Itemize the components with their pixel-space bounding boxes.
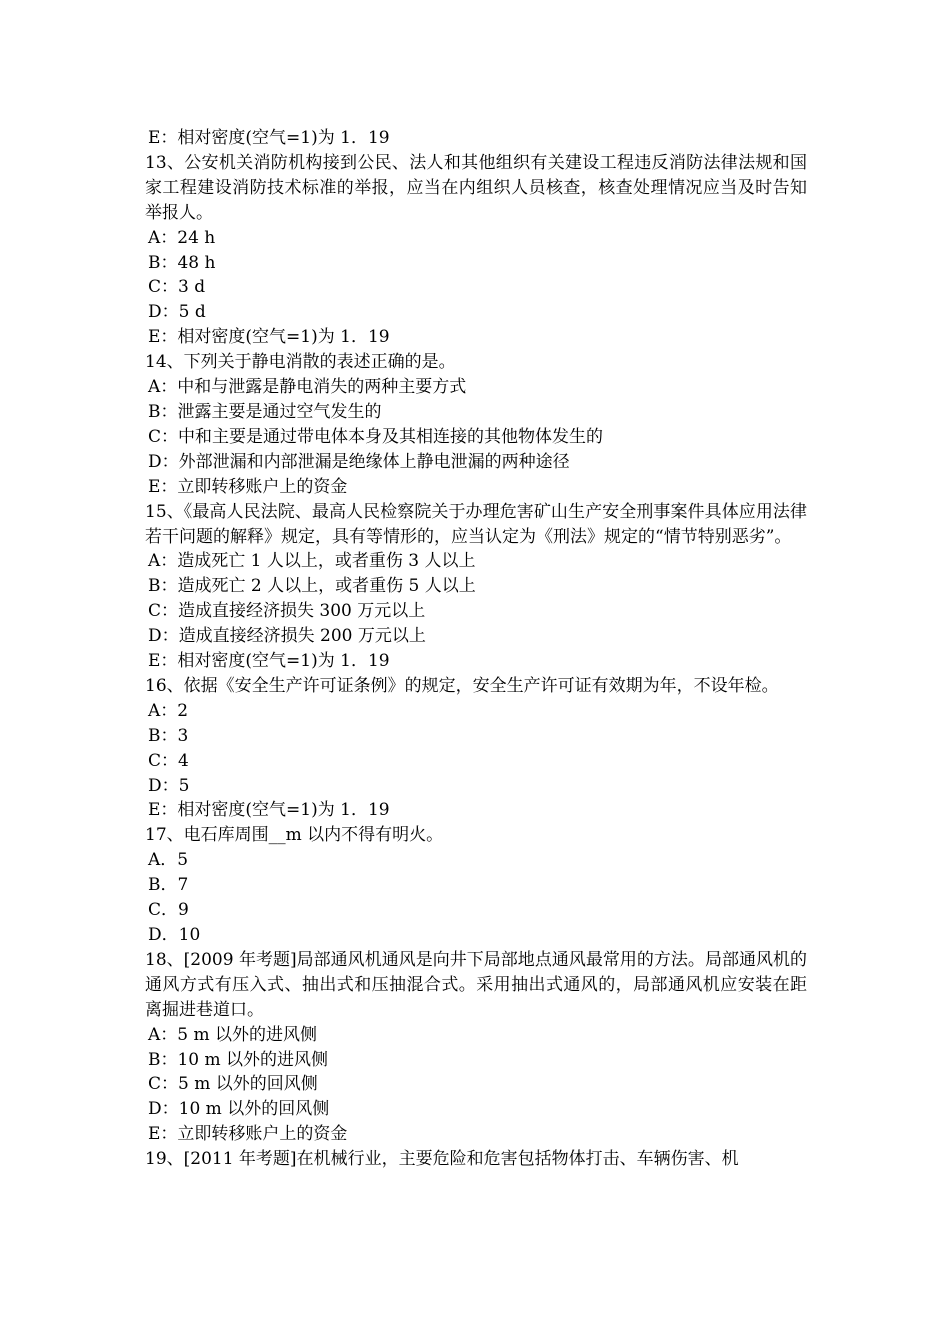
document-body — [145, 126, 807, 1172]
answer-option: E：相对密度(空气=1)为 1．19 — [148, 128, 390, 148]
answer-option: C：中和主要是通过带电体本身及其相连接的其他物体发生的 — [148, 426, 604, 447]
answer-option: A：中和与泄露是静电消失的两种主要方式 — [148, 377, 467, 398]
answer-option: E：立即转移账户上的资金 — [148, 476, 348, 497]
answer-option: E：立即转移账户上的资金 — [148, 1124, 348, 1145]
question-text: 18、[2009 年考题]局部通风机通风是向井下局部地点通风最常用的方法。局部通风机的通风方式有压入式、抽出式和压抽混合式。采用抽出式通风的，局部通风机应安装在距离掘进巷道口。 — [145, 949, 807, 1020]
answer-option: B：48 h — [148, 252, 216, 273]
answer-option: D：外部泄漏和内部泄漏是绝缘体上静电泄漏的两种途径 — [148, 451, 570, 472]
question-text: 15、《最高人民法院、最高人民检察院关于办理危害矿山生产安全刑事案件具体应用法律若干问题的解释》规定，具有等情形的，应当认定为《刑法》规定的“情节特别恶劣”。 — [145, 501, 807, 547]
answer-option: C：造成直接经济损失 300 万元以上 — [148, 601, 426, 622]
answer-option: B：3 — [148, 725, 189, 746]
answer-option: A．5 — [148, 850, 189, 871]
answer-option: D：造成直接经济损失 200 万元以上 — [148, 626, 426, 647]
answer-option: B：泄露主要是通过空气发生的 — [148, 401, 382, 422]
question-text: 17、电石库周围__m 以内不得有明火。 — [145, 825, 444, 846]
answer-option: C：5 m 以外的回风侧 — [148, 1074, 318, 1095]
answer-option: D：5 d — [148, 302, 206, 323]
answer-option: A：造成死亡 1 人以上，或者重伤 3 人以上 — [148, 551, 476, 572]
answer-option: D：5 — [148, 775, 190, 796]
answer-option: E：相对密度(空气=1)为 1．19 — [148, 800, 390, 821]
question-text: 16、依据《安全生产许可证条例》的规定，安全生产许可证有效期为年，不设年检。 — [145, 675, 779, 696]
answer-option: C：4 — [148, 750, 189, 771]
answer-option: A：5 m 以外的进风侧 — [148, 1024, 318, 1045]
answer-option: B：造成死亡 2 人以上，或者重伤 5 人以上 — [148, 576, 476, 597]
answer-option: A：24 h — [148, 227, 216, 248]
question-text: 13、公安机关消防机构接到公民、法人和其他组织有关建设工程违反消防法律法规和国家工程建设消防技术标准的举报，应当在内组织人员核查，核查处理情况应当及时告知举报人。 — [145, 152, 807, 223]
answer-option: B：10 m 以外的进风侧 — [148, 1049, 329, 1070]
answer-option: E：相对密度(空气=1)为 1．19 — [148, 651, 390, 672]
answer-option: B．7 — [148, 875, 189, 896]
answer-option: C．9 — [148, 900, 189, 921]
answer-option: C：3 d — [148, 277, 206, 298]
answer-option: D：10 m 以外的回风侧 — [148, 1099, 330, 1120]
question-text: 14、下列关于静电消散的表述正确的是。 — [145, 352, 456, 373]
answer-option: A：2 — [148, 700, 189, 721]
question-text: 19、[2011 年考题]在机械行业，主要危险和危害包括物体打击、车辆伤害、机 — [145, 1149, 739, 1170]
answer-option: D．10 — [148, 925, 201, 945]
answer-option: E：相对密度(空气=1)为 1．19 — [148, 327, 390, 348]
